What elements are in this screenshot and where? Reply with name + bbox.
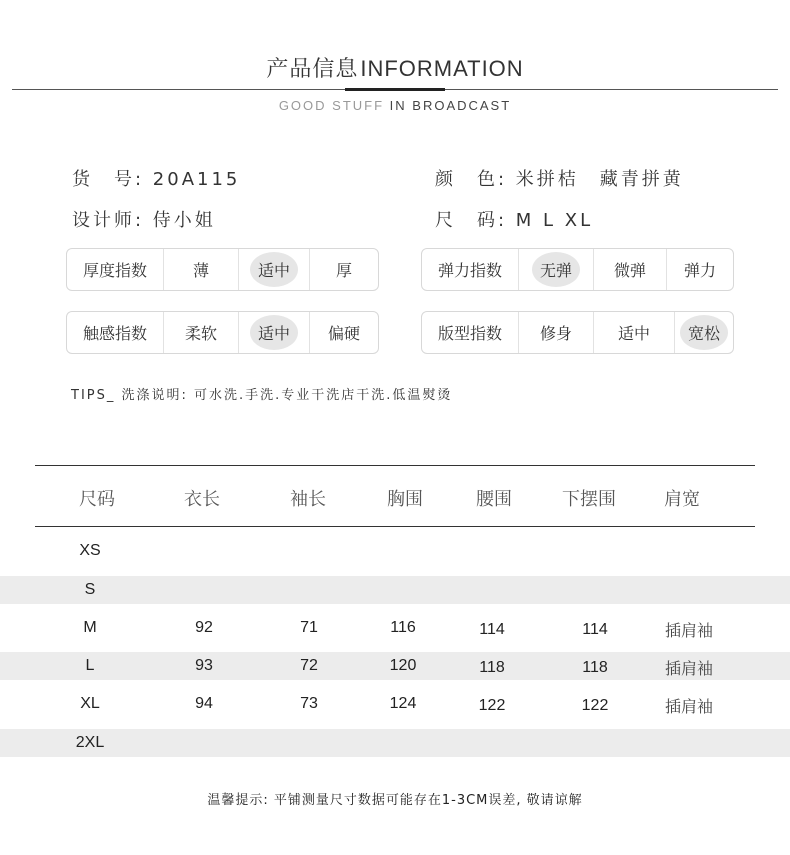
page-subtitle xyxy=(0,98,790,113)
table-header-rule xyxy=(35,526,755,527)
bust-cell: 120 xyxy=(389,657,417,674)
fit-option-selected: 宽松 xyxy=(674,312,733,353)
bust-cell: 124 xyxy=(389,695,417,712)
fit-option: 修身 xyxy=(518,312,593,353)
col-header-shoulder: 肩宽 xyxy=(664,489,700,510)
elasticity-index xyxy=(421,248,734,291)
thickness-option: 厚 xyxy=(309,249,378,290)
col-header-sleeve: 袖长 xyxy=(290,489,326,510)
thickness-label: 厚度指数 xyxy=(82,261,147,280)
sleeve-cell: 71 xyxy=(300,619,318,636)
size-cell: S xyxy=(84,581,96,598)
fit-option: 适中 xyxy=(593,312,674,353)
measurement-note: 温馨提示: 平铺测量尺寸数据可能存在1-3CM误差, 敬请谅解 xyxy=(207,793,583,808)
size-cell: L xyxy=(85,657,95,674)
table-row xyxy=(0,729,790,757)
size-cell: XL xyxy=(80,695,100,712)
item-number: 货 号: 20A115 xyxy=(72,169,241,190)
care-tips: TIPS_ 洗涤说明: 可水洗.手洗.专业干洗店干洗.低温熨烫 xyxy=(71,388,453,403)
sleeve-cell: 72 xyxy=(300,657,318,674)
title-en: INFORMATION xyxy=(360,56,524,81)
thickness-option-selected: 适中 xyxy=(238,249,309,290)
waist-cell: 118 xyxy=(479,659,505,676)
waist-cell: 122 xyxy=(478,697,506,714)
table-row xyxy=(0,614,790,642)
size-cell: XS xyxy=(79,542,101,559)
hem-cell: 118 xyxy=(582,659,608,676)
fit-label: 版型指数 xyxy=(437,324,502,343)
hem-cell: 122 xyxy=(581,697,609,714)
softness-label: 触感指数 xyxy=(82,324,147,343)
elasticity-label: 弹力指数 xyxy=(437,261,502,280)
col-header-waist: 腰围 xyxy=(476,489,512,510)
title-cn: 产品信息 xyxy=(266,57,359,82)
length-cell: 94 xyxy=(195,695,213,712)
table-row xyxy=(0,576,790,604)
page-title xyxy=(0,52,790,83)
waist-cell: 114 xyxy=(479,621,505,638)
col-header-hem: 下摆围 xyxy=(562,489,616,510)
product-color: 颜 色: 米拼桔 藏青拼黄 xyxy=(435,169,684,190)
size-cell: 2XL xyxy=(75,734,105,751)
length-cell: 93 xyxy=(195,657,213,674)
elasticity-option: 弹力 xyxy=(666,249,733,290)
softness-option-selected: 适中 xyxy=(238,312,309,353)
hem-cell: 114 xyxy=(582,621,608,638)
shoulder-cell: 插肩袖 xyxy=(665,621,714,640)
elasticity-option-selected: 无弹 xyxy=(518,249,593,290)
col-header-size: 尺码 xyxy=(79,489,115,510)
size-cell: M xyxy=(83,619,97,636)
thickness-index xyxy=(66,248,379,291)
softness-index xyxy=(66,311,379,354)
fit-index xyxy=(421,311,734,354)
softness-option: 柔软 xyxy=(163,312,238,353)
table-row xyxy=(0,652,790,680)
subtitle-light: GOOD STUFF xyxy=(278,98,385,113)
thickness-option: 薄 xyxy=(163,249,238,290)
available-sizes: 尺 码: M L XL xyxy=(435,210,594,231)
designer: 设计师: 侍小姐 xyxy=(72,210,216,231)
shoulder-cell: 插肩袖 xyxy=(665,697,714,716)
shoulder-cell: 插肩袖 xyxy=(665,659,714,678)
softness-option: 偏硬 xyxy=(309,312,378,353)
header-accent-bar xyxy=(345,88,445,91)
table-top-rule xyxy=(35,465,755,466)
col-header-bust: 胸围 xyxy=(387,489,423,510)
bust-cell: 116 xyxy=(390,619,416,636)
subtitle-dark: IN BROADCAST xyxy=(389,98,512,113)
table-row xyxy=(0,690,790,718)
elasticity-option: 微弹 xyxy=(593,249,666,290)
sleeve-cell: 73 xyxy=(300,695,318,712)
length-cell: 92 xyxy=(195,619,213,636)
table-row xyxy=(0,537,790,565)
col-header-length: 衣长 xyxy=(184,489,220,510)
